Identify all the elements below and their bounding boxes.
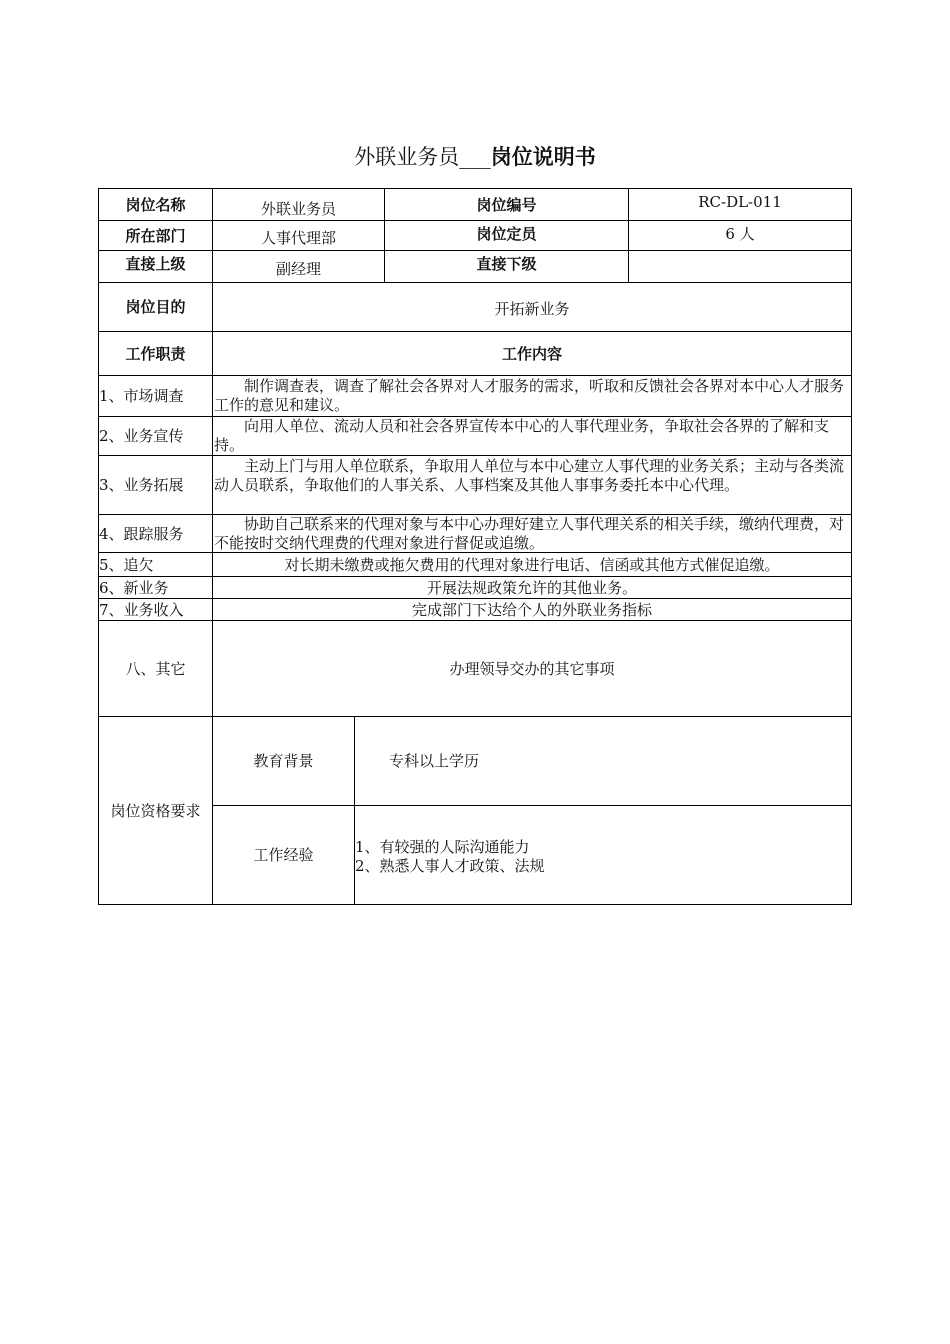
headcount-value: 6 人 <box>725 224 755 243</box>
duty-name: 3、业务拓展 <box>99 476 184 494</box>
superior-value: 副经理 <box>275 259 321 278</box>
duty-content: 制作调查表，调查了解社会各界对人才服务的需求，听取和反馈社会各界对本中心人才服务工作的意见和建议。 <box>214 377 845 414</box>
subordinate-label: 直接下级 <box>476 254 537 273</box>
duties-header-left: 工作职责 <box>125 344 186 363</box>
duty-content: 协助自己联系来的代理对象与本中心办理好建立人事代理关系的相关手续，缴纳代理费，对不能按时交纳代理费的代理对象进行督促或追缴。 <box>214 515 845 552</box>
duty-name: 6、新业务 <box>99 578 169 597</box>
superior-label: 直接上级 <box>125 254 186 273</box>
education-value: 专科以上学历 <box>389 752 480 770</box>
duty-content: 主动上门与用人单位联系，争取用人单位与本中心建立人事代理的业务关系；主动与各类流动人员联系，争取他们的人事关系、人事档案及其他人事事务委托本中心代理。 <box>214 457 845 494</box>
experience-line: 2、熟悉人事人才政策、法规 <box>355 856 545 875</box>
job-name-label: 岗位名称 <box>125 195 186 214</box>
experience-line: 1、有较强的人际沟通能力 <box>355 837 530 856</box>
headcount-label: 岗位定员 <box>476 224 537 243</box>
experience-label: 工作经验 <box>253 846 314 864</box>
duty-content: 办理领导交办的其它事项 <box>449 659 615 678</box>
duty-content: 完成部门下达给个人的外联业务指标 <box>411 600 652 619</box>
duty-content: 开展法规政策允许的其他业务。 <box>426 578 637 597</box>
job-name-value: 外联业务员 <box>260 199 336 218</box>
duty-name: 4、跟踪服务 <box>99 524 184 543</box>
duty-content: 向用人单位、流动人员和社会各界宣传本中心的人事代理业务，争取社会各界的了解和支持。 <box>214 417 830 454</box>
duty-name: 八、其它 <box>125 659 186 678</box>
duty-name: 1、市场调查 <box>99 387 184 405</box>
duties-header-right: 工作内容 <box>501 344 562 363</box>
title-doc-type: 岗位说明书 <box>490 145 596 169</box>
title-job-name: 外联业务员 <box>354 145 460 169</box>
duty-name: 7、业务收入 <box>99 600 184 619</box>
job-code-label: 岗位编号 <box>476 195 537 214</box>
subordinate-value <box>629 251 851 276</box>
title-underline: ___ <box>459 145 491 169</box>
job-code-value: RC-DL-011 <box>698 192 782 211</box>
education-label: 教育背景 <box>253 752 314 770</box>
duty-content: 对长期未缴费或拖欠费用的代理对象进行电话、信函或其他方式催促追缴。 <box>284 555 780 574</box>
purpose-label: 岗位目的 <box>125 298 186 316</box>
purpose-value: 开拓新业务 <box>494 300 570 318</box>
qualifications-label: 岗位资格要求 <box>110 801 201 820</box>
duty-name: 2、业务宣传 <box>99 427 184 445</box>
duty-name: 5、追欠 <box>99 555 154 574</box>
department-label: 所在部门 <box>125 226 186 245</box>
department-value: 人事代理部 <box>260 228 336 247</box>
